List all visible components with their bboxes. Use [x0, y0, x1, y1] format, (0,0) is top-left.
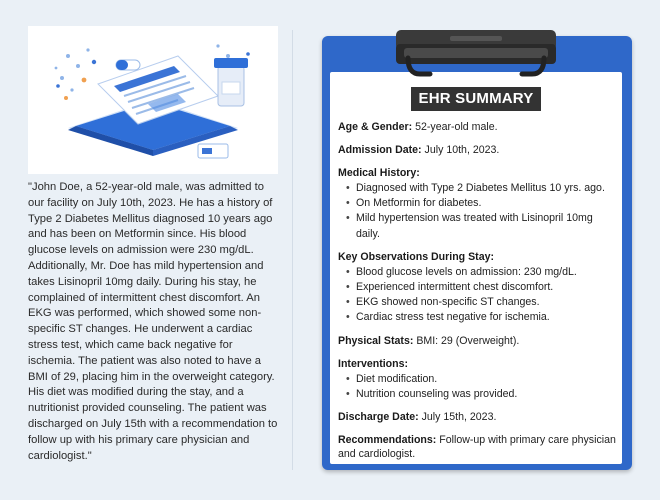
medical-history-list: [338, 181, 618, 242]
age-gender-label: Age & Gender:: [338, 121, 413, 133]
age-gender-value: 52-year-old male.: [412, 121, 498, 133]
admission-date-field: [338, 143, 618, 157]
discharge-date-value: July 15th, 2023.: [418, 411, 497, 424]
age-gender-field: [338, 120, 618, 134]
list-item: • EKG showed non-specific ST changes.: [346, 295, 618, 310]
recommendations-value: Follow-up with primary care physician and cardiologist.: [338, 434, 616, 461]
observations-heading: Key Observations During Stay:: [338, 250, 495, 263]
list-item: • Experienced intermittent chest discomfort.: [346, 280, 618, 295]
list-item: • Nutrition counseling was provided.: [346, 387, 618, 402]
list-item: • Mild hypertension was treated with Lisinopril 10mg daily.: [346, 211, 618, 241]
list-item: • Diagnosed with Type 2 Diabetes Mellitus 10 yrs. ago.: [346, 181, 618, 196]
physical-stats-field: [338, 334, 618, 348]
discharge-date-field: [338, 410, 618, 424]
interventions-heading: Interventions:: [338, 357, 409, 370]
admission-date-label: Admission Date:: [338, 144, 422, 156]
list-item: • Diet modification.: [346, 372, 618, 387]
document-illustration-icon: [28, 26, 278, 174]
list-item: • Cardiac stress test negative for ischemia.: [346, 310, 618, 325]
medical-history-heading: Medical History:: [338, 167, 420, 179]
physical-stats-value: BMI: 29 (Overweight).: [413, 334, 520, 347]
interventions-list: [338, 372, 618, 402]
left-panel: [0, 0, 290, 500]
panel-divider: [292, 30, 293, 470]
source-clinical-note: "John Doe, a 52-year-old male, was admitted to our facility on July 10th, 2023. He has a history of Type 2 Diabetes Mellitus diagnosed 10 years ago and has been on Metformin since. His blood glucose levels on admission were 230 mg/dL. Additionally, Mr. Doe has mild hypertension and takes Lisinopril 10mg daily. During his stay, he complained of intermittent chest discomfort. An EKG was performed, which showed some non-specific ST changes. He underwent a cardiac stress test, which came back negative for ischemia. The patient was also noted to have a BMI of 29, placing him in the overweight category. His diet was modified during the stay, and a nutritionist provided counseling. The patient was discharged on July 15th with a recommendation to follow up with his primary care physician and cardiologist.": [28, 181, 278, 462]
discharge-date-label: Discharge Date:: [338, 411, 419, 424]
ehr-summary-content: [338, 120, 618, 470]
list-item: • On Metformin for diabetes.: [346, 196, 618, 211]
ehr-summary-title: EHR SUMMARY: [411, 87, 541, 111]
admission-date-value: July 10th, 2023.: [421, 144, 500, 156]
list-item: • Blood glucose levels on admission: 230 mg/dL.: [346, 265, 618, 280]
physical-stats-label: Physical Stats:: [338, 334, 414, 347]
recommendations-label: Recommendations:: [338, 434, 437, 447]
recommendations-field: [338, 433, 618, 461]
observations-list: [338, 265, 618, 326]
medical-records-illustration: [28, 26, 278, 174]
